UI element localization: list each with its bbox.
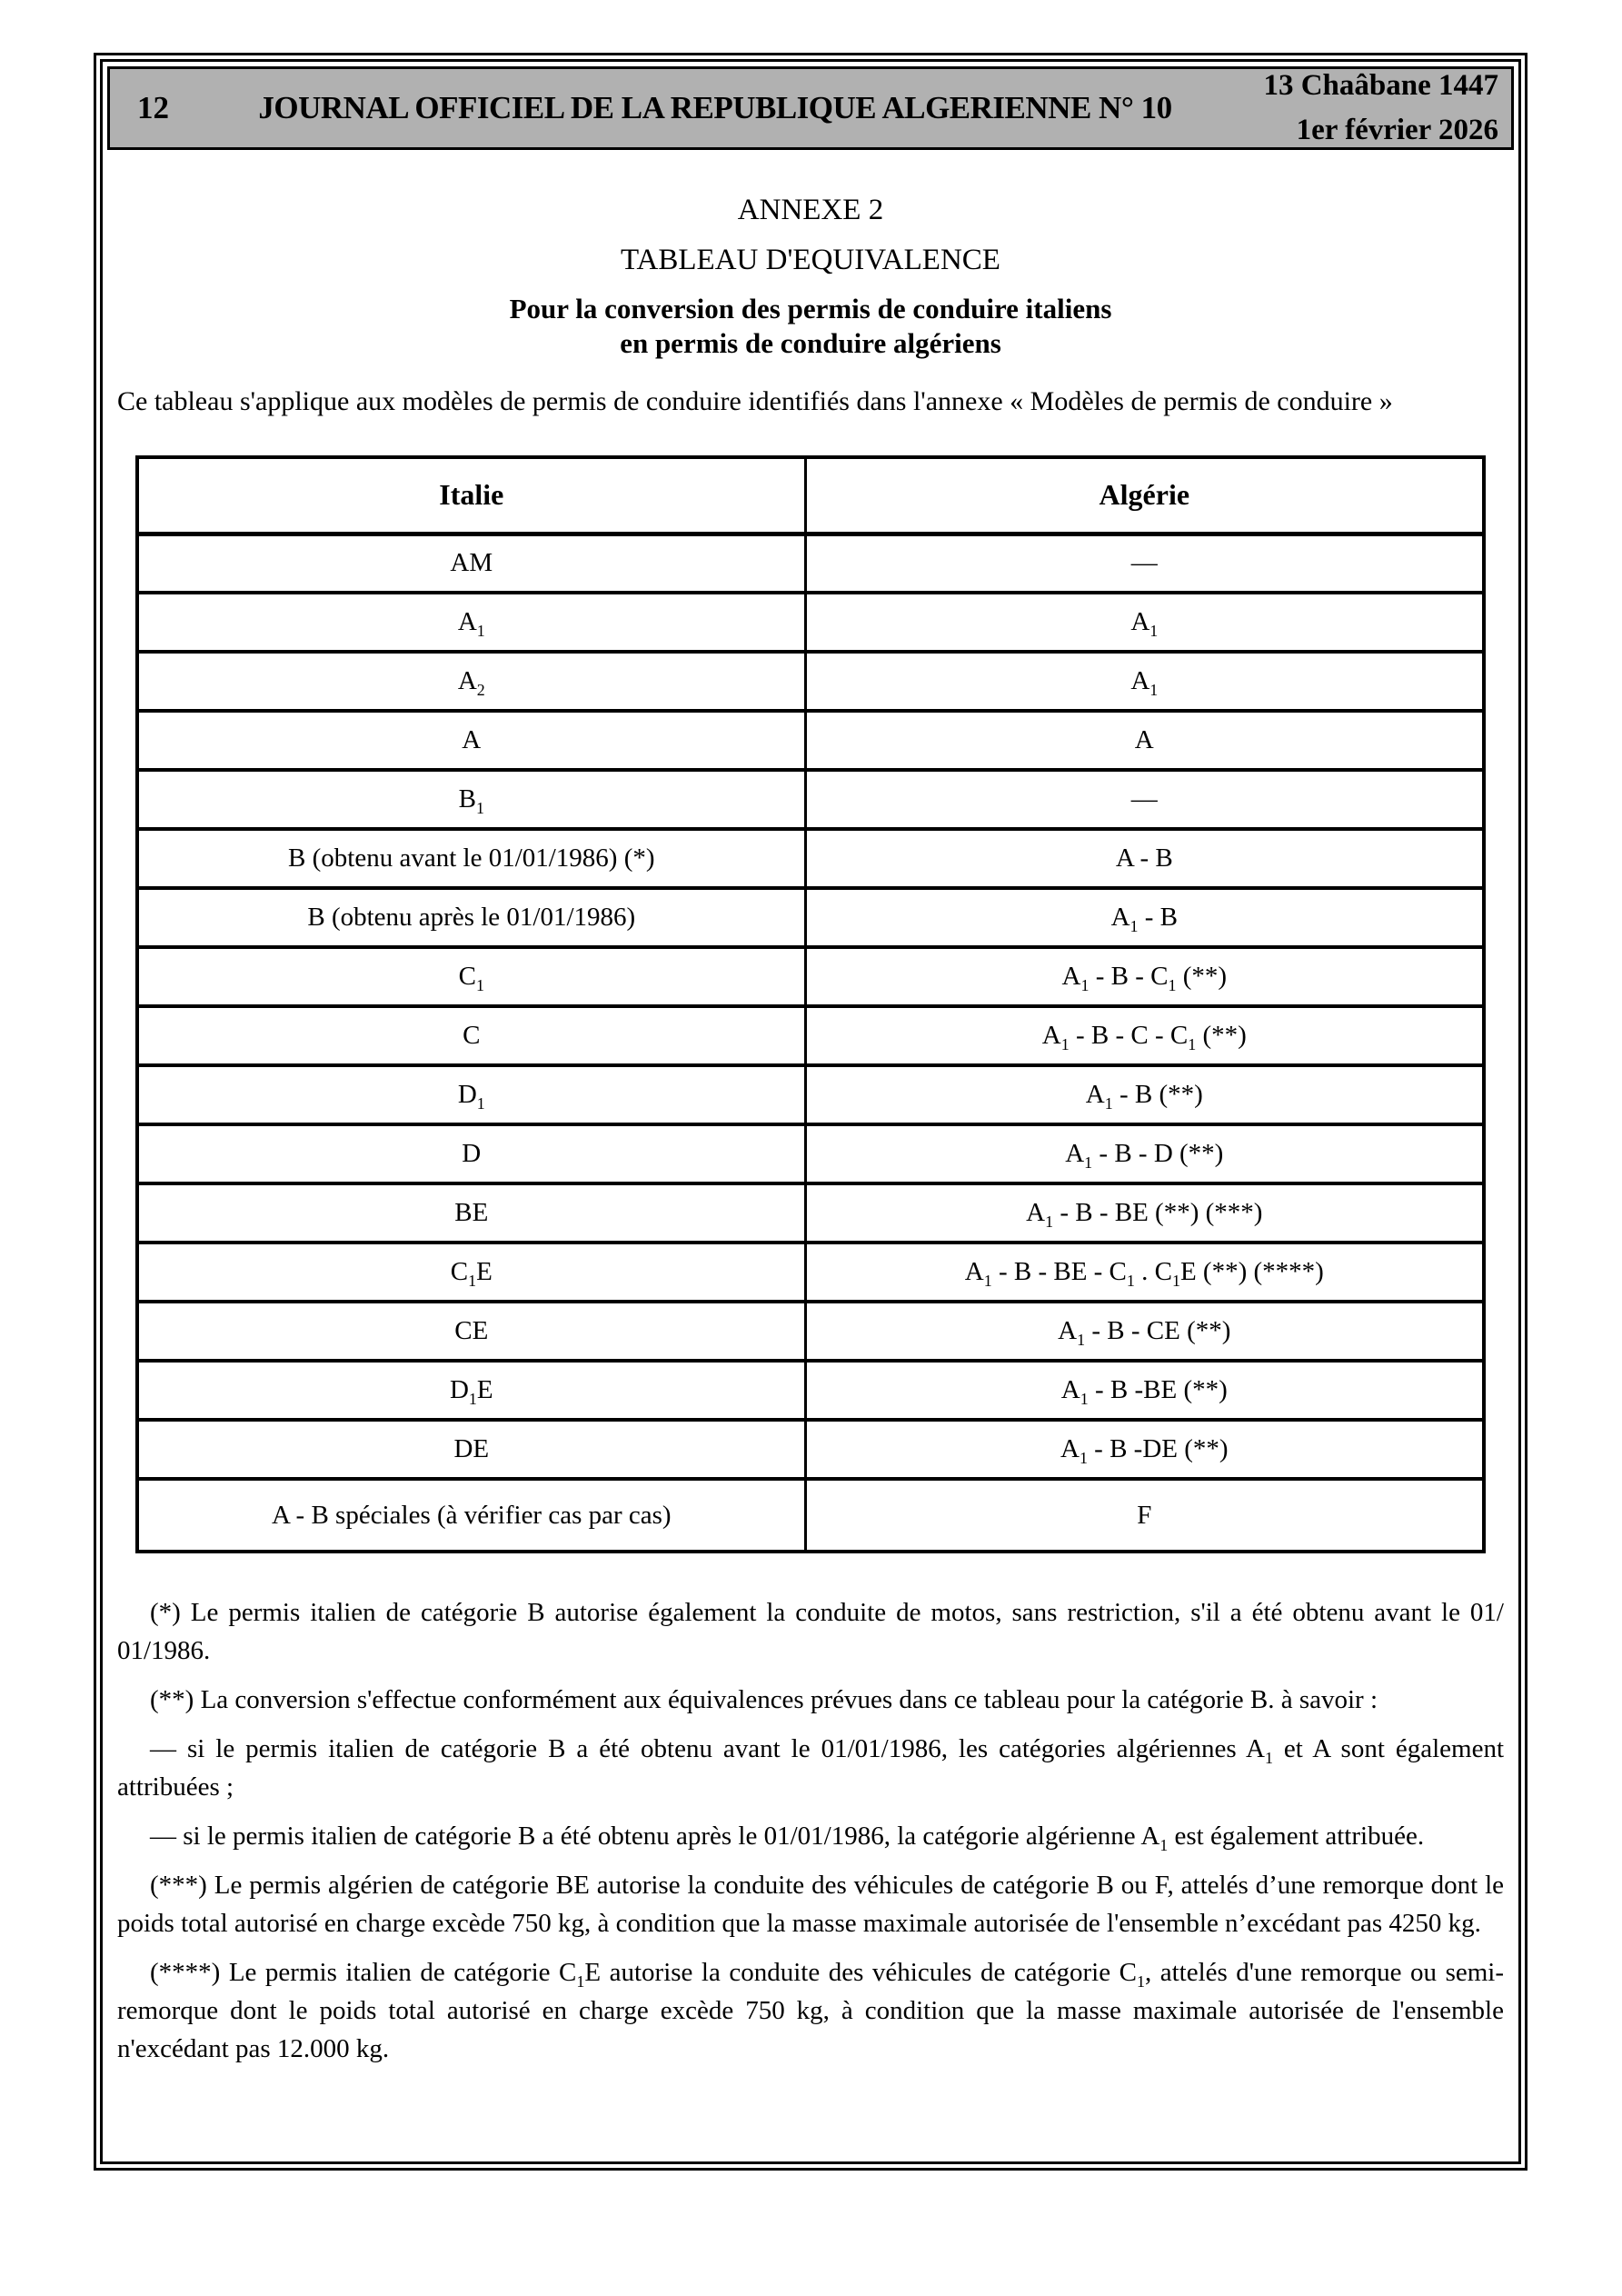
cell-algerie: A [805,711,1484,770]
table-row [137,770,1484,829]
table-row [137,1479,1484,1552]
cell-algerie: $A_1$ - B - BE (**) (***) [805,1183,1484,1243]
table-row [137,1420,1484,1479]
cell-italie: A [137,711,805,770]
cell-algerie: — [805,770,1484,829]
table-row [137,1006,1484,1065]
intro-text: Ce tableau s'applique aux modèles de permis de conduire identifiés dans l'annexe « Modèles de permis de conduire » [117,386,1393,416]
cell-italie: $D_1E$ [137,1361,805,1420]
page-frame [94,53,1527,2171]
page-content [103,194,1518,2069]
cell-italie: A - B spéciales (à vérifier cas par cas) [137,1479,805,1552]
journal-title: JOURNAL OFFICIEL DE LA REPUBLIQUE ALGERIENNE N° 10 [258,90,1172,125]
cell-algerie: A - B [805,829,1484,888]
cell-algerie: $A_1$ - B - $C_1$ (**) [805,947,1484,1006]
cell-algerie: $A_1$ [805,652,1484,711]
footnotes [112,1593,1509,2069]
page-number: 12 [137,90,169,125]
equivalence-table-body [137,534,1484,1552]
footnote-dash: — si le permis italien de catégorie B a été obtenu avant le 01/01/1986, les catégories algériennes $A_1$ et A sont également attribuées ; [117,1734,1505,1802]
cell-italie: DE [137,1420,805,1479]
cell-algerie: $A_1$ - B (**) [805,1065,1484,1124]
cell-italie: AM [137,534,805,593]
annexe-subtitle-bold [112,292,1509,361]
cell-algerie: $A_1$ - B -DE (**) [805,1420,1484,1479]
cell-algerie: $A_1$ - B - D (**) [805,1124,1484,1183]
annexe-title: ANNEXE 2 [737,194,884,226]
column-header-italie: Italie [137,457,805,534]
table-row [137,534,1484,593]
annexe-subtitle-bold-line1: Pour la conversion des permis de conduire italiens [509,293,1112,324]
table-row [137,1124,1484,1183]
cell-italie: $A_1$ [137,593,805,652]
issue-dates [1202,64,1511,154]
table-row [137,1183,1484,1243]
table-row [137,711,1484,770]
cell-italie: $D_1$ [137,1065,805,1124]
table-row [137,829,1484,888]
cell-algerie: $A_1$ [805,593,1484,652]
table-row [137,593,1484,652]
table-row [137,1243,1484,1302]
cell-algerie: $A_1$ - B - CE (**) [805,1302,1484,1361]
cell-italie: $C_1E$ [137,1243,805,1302]
table-row [137,1065,1484,1124]
footnote-note: (****) Le permis italien de catégorie $C_1E$ autorise la conduite des véhicules de catégorie $C_1$, attelés d'une remorque ou semi-remorque dont le poids total autorisé en charge excède 750 kg, à condition que la masse maximale autorisée de l'ensemble n'excédant pas 12.000 kg. [117,1958,1505,2064]
header-row [137,457,1484,534]
footnote-note: (**) La conversion s'effectue conformément aux équivalences prévues dans ce tableau pour la catégorie B. à savoir : [150,1685,1378,1715]
footnote-dash: — si le permis italien de catégorie B a été obtenu après le 01/01/1986, la catégorie algérienne $A_1$ est également attribuée. [150,1822,1425,1855]
cell-italie: D [137,1124,805,1183]
cell-algerie: $A_1$ - B - BE - $C_1$ . $C_1E$ (**) (****) [805,1243,1484,1302]
date-gregorian: 1er février 2026 [1296,114,1498,146]
equivalence-table-head [137,457,1484,534]
annexe-subtitle: TABLEAU D'EQUIVALENCE [621,244,1000,276]
column-header-algerie: Algérie [805,457,1484,534]
table-row [137,1302,1484,1361]
cell-italie: B (obtenu après le 01/01/1986) [137,888,805,947]
cell-italie: $C_1$ [137,947,805,1006]
footnote-note: (*) Le permis italien de catégorie B autorise également la conduite de motos, sans restriction, s'il a été obtenu avant le 01/ 01/1986. [117,1598,1504,1666]
cell-algerie: $A_1$ - B [805,888,1484,947]
annexe-subtitle-bold-line2: en permis de conduire algériens [620,327,1001,359]
equivalence-table-wrap [112,455,1509,1553]
cell-italie: C [137,1006,805,1065]
cell-algerie: — [805,534,1484,593]
cell-italie: CE [137,1302,805,1361]
cell-italie: B (obtenu avant le 01/01/1986) (*) [137,829,805,888]
journal-header-band [107,66,1514,150]
cell-italie: $B_1$ [137,770,805,829]
table-row [137,1361,1484,1420]
cell-algerie: $A_1$ - B - C - $C_1$ (**) [805,1006,1484,1065]
table-row [137,947,1484,1006]
footnote-note: (***) Le permis algérien de catégorie BE autorise la conduite des véhicules de catégorie B ou F, attelés d’une remorque dont le poids total autorisé en charge excède 750 kg, à condition que la masse maximale autorisée de l'ensemble n’excédant pas 4250 kg. [117,1871,1504,1939]
cell-italie: $A_2$ [137,652,805,711]
table-row [137,888,1484,947]
table-row [137,652,1484,711]
date-hijri: 13 Chaâbane 1447 [1263,68,1498,102]
cell-algerie: $A_1$ - B -BE (**) [805,1361,1484,1420]
cell-italie: BE [137,1183,805,1243]
equivalence-table [135,455,1486,1553]
cell-algerie: F [805,1479,1484,1552]
